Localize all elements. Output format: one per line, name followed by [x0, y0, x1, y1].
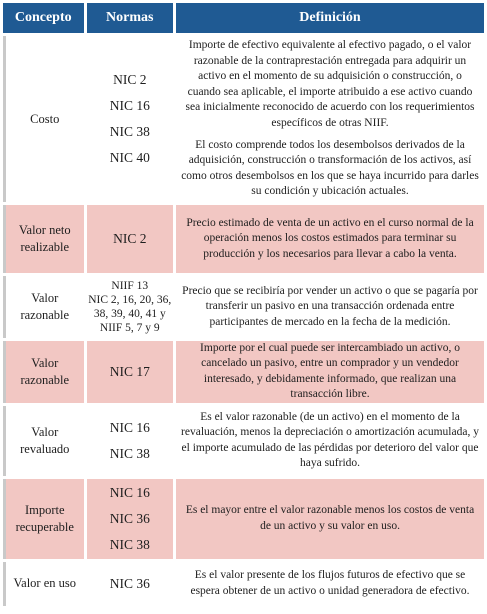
definition-cell [176, 276, 484, 338]
norm-item: NIC 2 [113, 72, 147, 87]
table-row [3, 341, 484, 403]
norms-cell [87, 276, 174, 338]
norm-item: NIC 38 [109, 536, 150, 552]
definition-cell [176, 479, 484, 559]
concept-cell: Valor neto realizable [3, 205, 84, 273]
header-normas: Normas [87, 3, 174, 33]
definition-paragraph: Precio estimado de venta de un activo en el curso normal de la operación menos los costos estimados para terminar su producción y los necesarios para llevar a cabo la venta. [186, 216, 474, 260]
norm-item: NIC 38 [109, 124, 150, 139]
definition-paragraph: Es el mayor entre el valor razonable menos los costos de venta de un activo y su valor en uso. [185, 504, 475, 532]
norms-cell [87, 562, 174, 606]
norm-item: NIC 17 [109, 363, 150, 379]
concept-cell: Valor en uso [3, 562, 84, 606]
definition-paragraph: Es el valor razonable (de un activo) en el momento de la revaluación, menos la depreciación o amortización acumulada, y el importe acumulado de las pérdidas por deterioro del valor que haya sufrido. [181, 410, 479, 470]
header-definicion: Definición [176, 3, 484, 33]
concept-cell: Costo [3, 36, 84, 202]
definition-cell [176, 562, 484, 606]
table-row [3, 479, 484, 559]
concept-cell: Valor razonable [3, 276, 84, 338]
definition-cell [176, 341, 484, 403]
norms-cell [87, 479, 174, 559]
concept-cell: Importe recuperable [3, 479, 84, 559]
table-row [3, 205, 484, 273]
norms-cell [87, 205, 174, 273]
norm-item: NIC 16 [109, 419, 150, 435]
norm-item: NIC 2 [113, 231, 147, 246]
table-row [3, 406, 484, 476]
table-row [3, 276, 484, 338]
concept-cell: Valor revaluado [3, 406, 84, 476]
norms-cell [87, 406, 174, 476]
norm-item: NIC 16 [109, 98, 150, 113]
definition-cell [176, 36, 484, 202]
norm-item: NIC 36 [109, 510, 150, 526]
table-row [3, 562, 484, 606]
definition-cell [176, 406, 484, 476]
norms-cell [87, 36, 174, 202]
table-header-row [3, 3, 484, 33]
definition-paragraph: Es el valor presente de los flujos futuros de efectivo que se espera obtener de un activo o unidad generadora de efectivo. [190, 569, 470, 597]
concept-cell: Valor razonable [3, 341, 84, 403]
norm-item: NIC 16 [109, 484, 150, 500]
definition-paragraph: El costo comprende todos los desembolsos derivados de la adquisición, construcción o transformación de los activos, así como otros desembolsos en los que se haya incurrido para darles su condición y ubicación actuales. [181, 138, 479, 198]
definition-cell [176, 205, 484, 273]
table-row [3, 36, 484, 202]
definition-paragraph: Precio que se recibiría por vender un activo o que se pagaría por transferir un pasivo en una transacción ordenada entre participantes de mercado en la fecha de la medición. [182, 284, 478, 328]
norm-item: NIC 36 [109, 575, 150, 591]
norm-item: NIIF 13 [111, 280, 149, 292]
norm-item: NIC 38 [109, 445, 150, 461]
norm-item: NIC 2, 16, 20, 36, 38, 39, 40, 41 y NIIF 5, 7 y 9 [88, 294, 172, 334]
definition-paragraph: Importe de efectivo equivalente al efectivo pagado, o el valor razonable de la contraprestación entregada para adquirir un activo en el momento de su adquisición o construcción, o cuando sea aplicable, el importe atribuido a ese activo cuando sea inicialmente reconocido de acuerdo con los requerimientos específicos de otras NIIF. [185, 39, 475, 129]
norms-cell [87, 341, 174, 403]
definition-paragraph: Importe por el cual puede ser intercambiado un activo, o cancelado un pasivo, entre un comprador y un vendedor interesado, y debidamente informado, que realizan una transacción libre. [200, 342, 460, 401]
header-concepto: Concepto [3, 3, 84, 33]
norm-item: NIC 40 [109, 150, 150, 165]
